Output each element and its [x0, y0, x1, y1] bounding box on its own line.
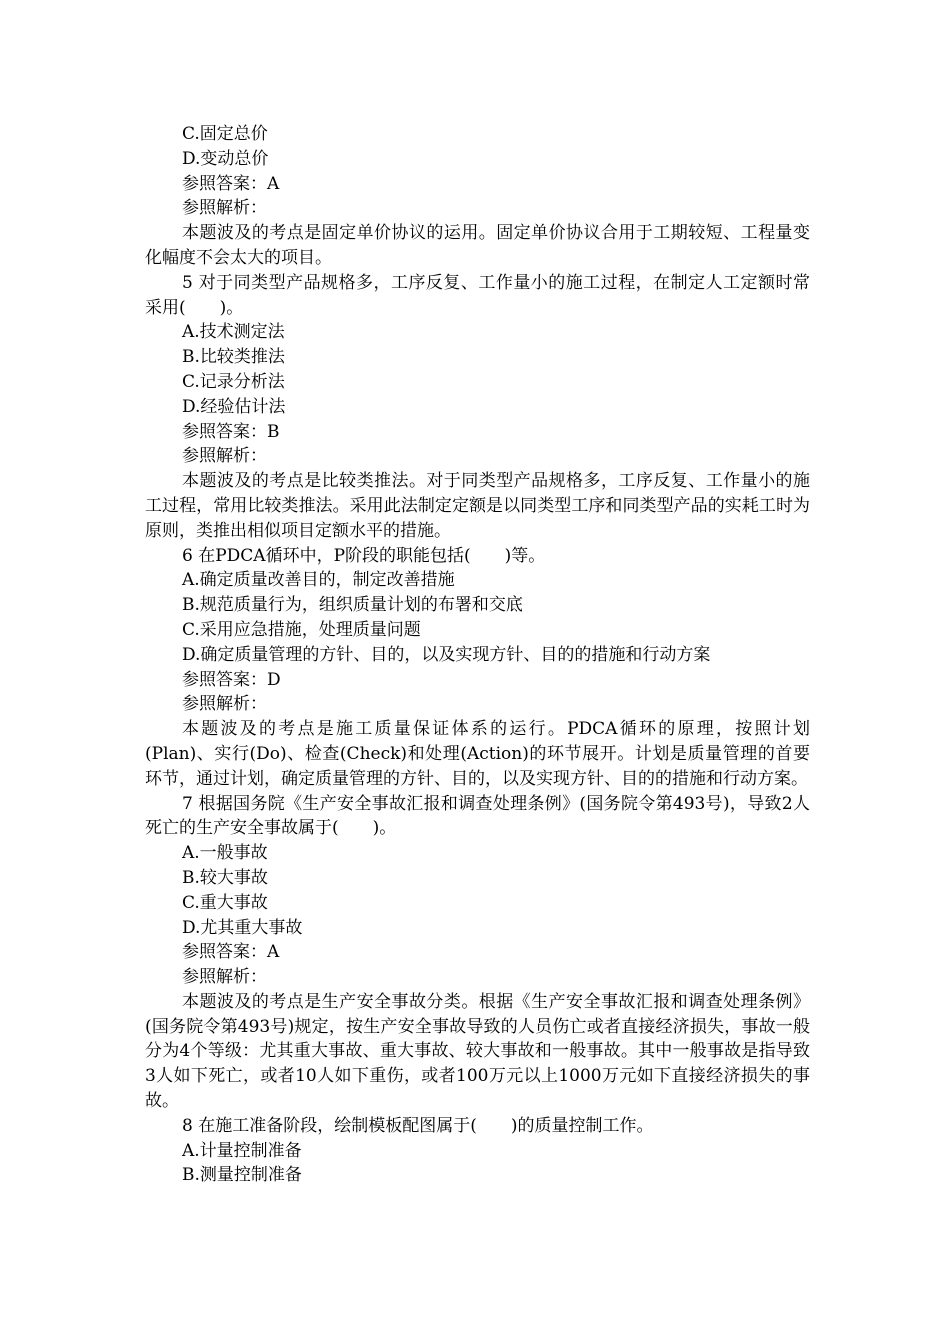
- q6-option-d: D.确定质量管理的方针、目的，以及实现方针、目的的措施和行动方案: [182, 644, 711, 665]
- q8-question: 8 在施工准备阶段，绘制模板配图属于( )的质量控制工作。: [182, 1115, 654, 1136]
- q7-option-a: A.一般事故: [182, 843, 268, 864]
- q4-analysis: 本题波及的考点是固定单价协议的运用。固定单价协议合用于工期较短、工程量变化幅度不会太大的项目。: [145, 223, 810, 268]
- document-page: [145, 122, 810, 1188]
- q4-answer: 参照答案：A: [182, 173, 280, 194]
- q8-option-a: A.计量控制准备: [182, 1140, 302, 1161]
- q6-option-a: A.确定质量改善目的，制定改善措施: [182, 570, 455, 591]
- q5-answer: 参照答案：B: [182, 421, 280, 442]
- q6-analysis-label: 参照解析：: [182, 694, 267, 715]
- q8-option-b: B.测量控制准备: [182, 1165, 302, 1186]
- q7-option-d: D.尤其重大事故: [182, 917, 303, 938]
- q4-option-c: C.固定总价: [182, 124, 268, 144]
- q7-option-c: C.重大事故: [182, 892, 268, 913]
- q7-answer: 参照答案：A: [182, 942, 280, 963]
- q6-question: 6 在PDCA循环中，P阶段的职能包括( )等。: [182, 545, 546, 566]
- q5-option-a: A.技术测定法: [182, 322, 285, 343]
- q7-question: 7 根据国务院《生产安全事故汇报和调查处理条例》(国务院令第493号)，导致2人死亡的生产安全事故属于( )。: [145, 793, 810, 839]
- q6-answer: 参照答案：D: [182, 669, 281, 690]
- q4-analysis-label: 参照解析：: [182, 198, 267, 219]
- q5-option-b: B.比较类推法: [182, 347, 285, 368]
- q7-analysis-label: 参照解析：: [182, 967, 267, 988]
- q6-option-c: C.采用应急措施，处理质量问题: [182, 619, 421, 640]
- q7-option-b: B.较大事故: [182, 867, 268, 888]
- q5-analysis: 本题波及的考点是比较类推法。对于同类型产品规格多，工序反复、工作量小的施工过程，常用比较类推法。采用此法制定定额是以同类型工序和同类型产品的实耗工时为原则，类推出相似项目定额水平的措施。: [145, 471, 810, 541]
- q6-analysis: 本题波及的考点是施工质量保证体系的运行。PDCA循环的原理，按照计划(Plan)、实行(Do)、检查(Check)和处理(Action)的环节展开。计划是质量管理的首要环节，通过计划，确定质量管理的方针、目的，以及实现方针、目的的措施和行动方案。: [145, 719, 810, 789]
- q7-analysis: 本题波及的考点是生产安全事故分类。根据《生产安全事故汇报和调查处理条例》(国务院令第493号)规定，按生产安全事故导致的人员伤亡或者直接经济损失，事故一般分为4个等级：尤其重大事故、重大事故、较大事故和一般事故。其中一般事故是指导致3人如下死亡，或者10人如下重伤，或者100万元以上1000万元如下直接经济损失的事故。: [145, 991, 810, 1112]
- q5-analysis-label: 参照解析：: [182, 446, 267, 467]
- q5-option-d: D.经验估计法: [182, 396, 286, 417]
- q5-option-c: C.记录分析法: [182, 371, 285, 392]
- q6-option-b: B.规范质量行为，组织质量计划的布署和交底: [182, 595, 523, 616]
- q4-option-d: D.变动总价: [182, 148, 269, 169]
- q5-question: 5 对于同类型产品规格多，工序反复、工作量小的施工过程，在制定人工定额时常采用( )。: [145, 272, 810, 318]
